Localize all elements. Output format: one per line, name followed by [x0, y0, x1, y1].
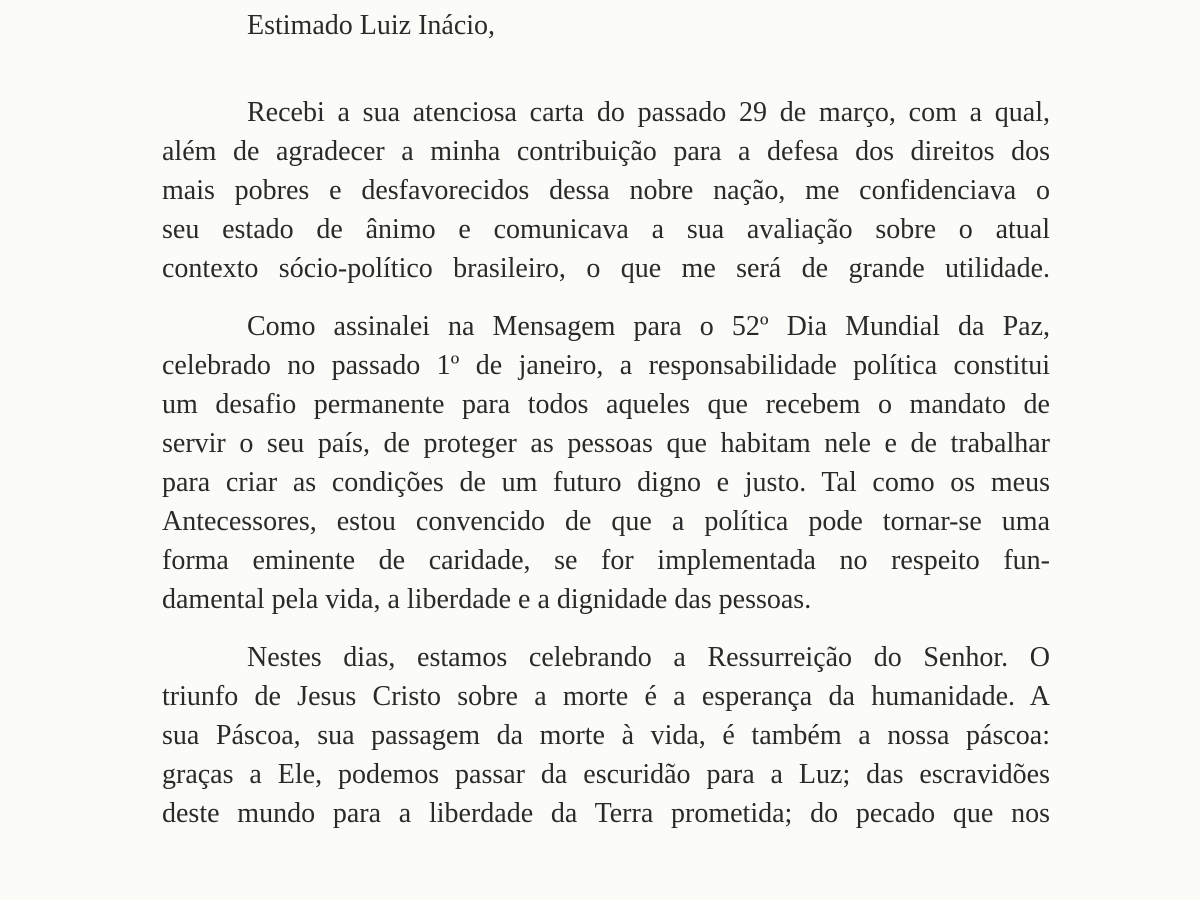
paragraph-line: para criar as condições de um futuro digno e justo. Tal como os meus: [162, 467, 1050, 498]
paragraph-line: um desafio permanente para todos aqueles que recebem o mandato de: [162, 389, 1050, 420]
paragraph-line: seu estado de ânimo e comunicava a sua avaliação sobre o atual: [162, 214, 1050, 245]
paragraph-line: celebrado no passado 1º de janeiro, a responsabilidade política constitui: [162, 350, 1050, 381]
paragraph-line: mais pobres e desfavorecidos dessa nobre nação, me confidenciava o: [162, 175, 1050, 206]
paragraph-line: além de agradecer a minha contribuição para a defesa dos direitos dos: [162, 136, 1050, 167]
paragraph-line: Antecessores, estou convencido de que a política pode tornar-se uma: [162, 506, 1050, 537]
letter-body: [162, 93, 1050, 852]
paragraph-line: damental pela vida, a liberdade e a dignidade das pessoas.: [162, 584, 812, 615]
paragraph-line: Nestes dias, estamos celebrando a Ressurreição do Senhor. O: [247, 642, 1050, 673]
paragraph-line: Como assinalei na Mensagem para o 52º Dia Mundial da Paz,: [247, 311, 1050, 342]
paragraph-2: [162, 307, 1050, 619]
paragraph-3: [162, 638, 1050, 833]
paragraph-line: servir o seu país, de proteger as pessoas que habitam nele e de trabalhar: [162, 428, 1050, 459]
paragraph-line: deste mundo para a liberdade da Terra prometida; do pecado que nos: [162, 798, 1050, 829]
paragraph-line: contexto sócio-político brasileiro, o que me será de grande utilidade.: [162, 253, 1050, 284]
paragraph-line: sua Páscoa, sua passagem da morte à vida, é também a nossa páscoa:: [162, 720, 1050, 751]
paragraph-line: forma eminente de caridade, se for implementada no respeito fun-: [162, 545, 1050, 576]
paragraph-line: graças a Ele, podemos passar da escuridão para a Luz; das escravidões: [162, 759, 1050, 790]
salutation: Estimado Luiz Inácio,: [247, 10, 496, 41]
paragraph-1: [162, 93, 1050, 288]
paragraph-line: Recebi a sua atenciosa carta do passado 29 de março, com a qual,: [247, 97, 1050, 128]
paragraph-line: triunfo de Jesus Cristo sobre a morte é a esperança da humanidade. A: [162, 681, 1050, 712]
